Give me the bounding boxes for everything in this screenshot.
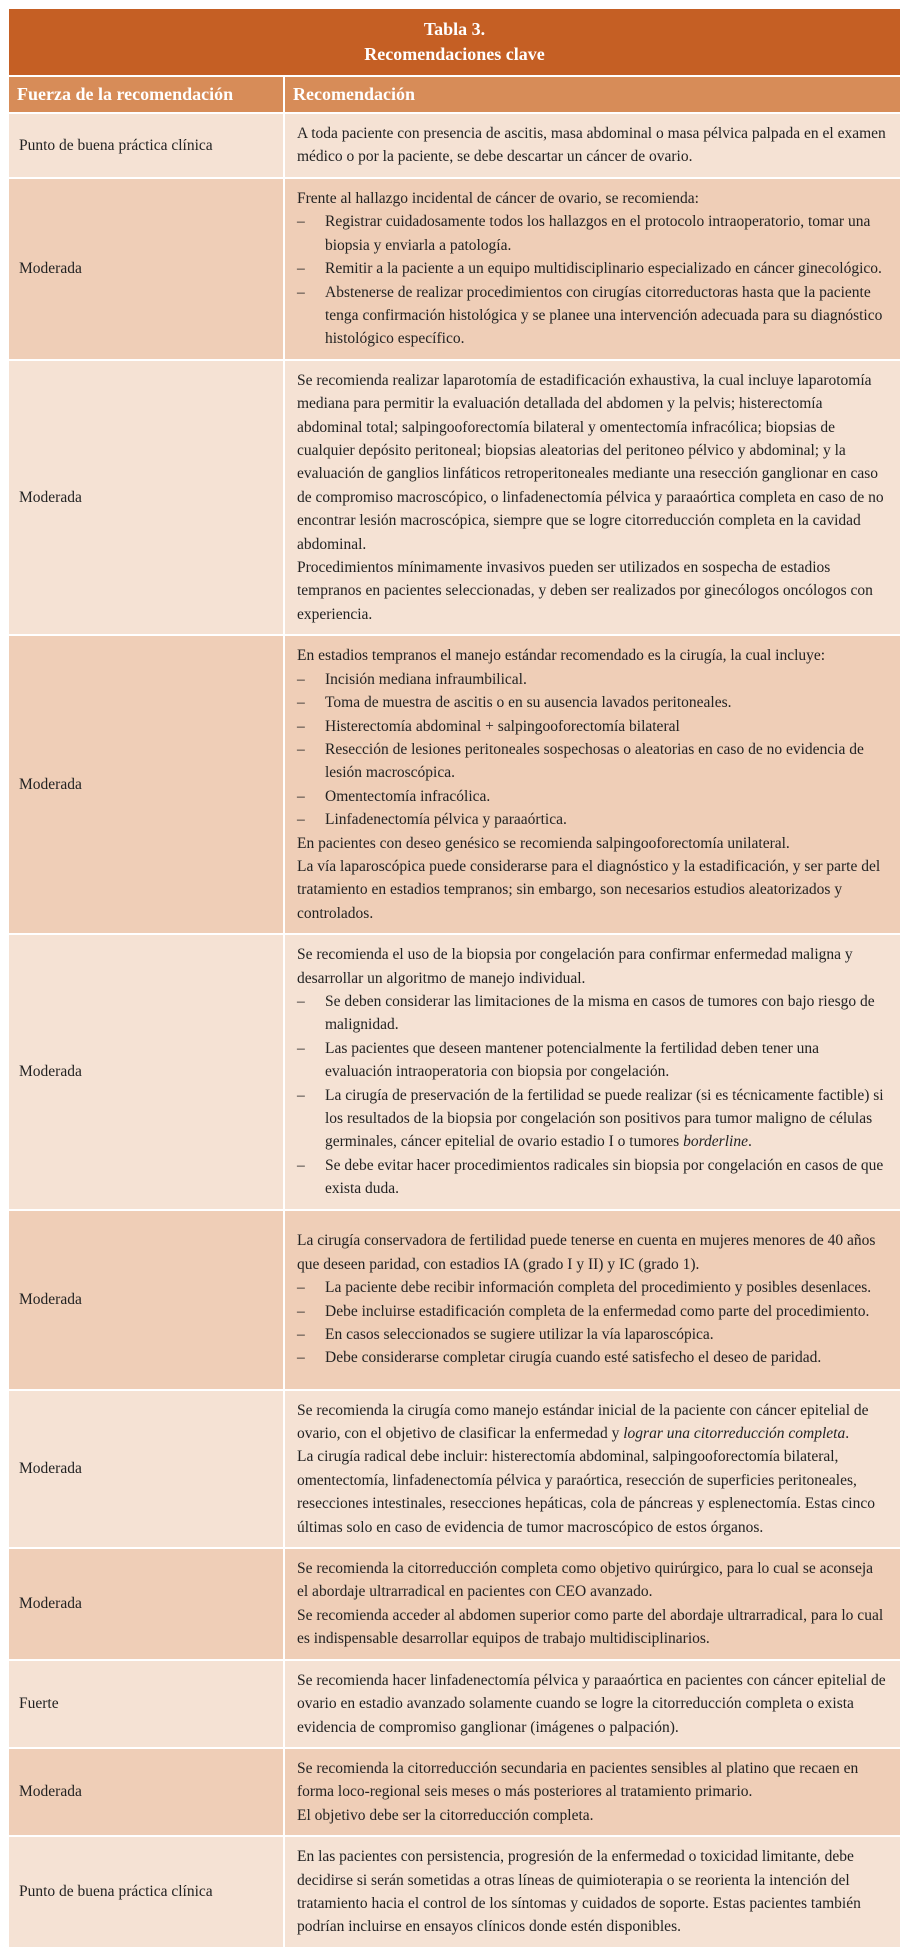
table-number: Tabla 3.	[423, 19, 486, 39]
text-segment: Frente al hallazgo incidental de cáncer de ovario, se recomienda:	[297, 189, 699, 207]
list-item-text	[325, 1300, 888, 1323]
paragraph	[297, 1757, 888, 1804]
list-item	[297, 1276, 888, 1299]
paragraph	[297, 556, 888, 626]
dash-bullet: –	[297, 1349, 305, 1367]
text-segment: Se recomienda la citorreducción secundaria en pacientes sensibles al platino que recaen en forma loco-regional seis meses o más posteriores al tratamiento primario.	[297, 1759, 859, 1801]
list-item	[297, 668, 888, 691]
text-segment: El objetivo debe ser la citorreducción completa.	[297, 1806, 594, 1824]
recommendation-cell	[285, 1391, 900, 1547]
recommendation-cell	[285, 636, 900, 933]
list-item-text	[325, 281, 888, 351]
dash-bullet: –	[297, 694, 305, 712]
dash-bullet: –	[297, 1086, 305, 1104]
table-row	[9, 179, 900, 359]
recommendation-cell	[285, 935, 900, 1208]
dash-bullet: –	[297, 1279, 305, 1297]
recommendation-cell	[285, 114, 900, 177]
table-row	[9, 1211, 900, 1389]
list-item-text	[325, 1276, 888, 1299]
dash-bullet: –	[297, 740, 305, 758]
recommendation-cell	[285, 1837, 900, 1947]
paragraph	[297, 1557, 888, 1604]
list-item	[297, 1154, 888, 1201]
list-item-text	[325, 1154, 888, 1201]
paragraph	[297, 1804, 888, 1827]
strength-label: Fuerte	[19, 1695, 59, 1713]
list-item	[297, 257, 888, 280]
table-row	[9, 636, 900, 933]
strength-cell	[9, 935, 285, 1208]
list-item-text	[325, 990, 888, 1037]
paragraph	[297, 832, 888, 855]
text-segment: Se debe evitar hacer procedimientos radicales sin biopsia por congelación en casos de que exista duda.	[325, 1156, 884, 1198]
strength-label: Moderada	[19, 1783, 82, 1801]
text-segment: La paciente debe recibir información completa del procedimiento y posibles desenlaces.	[325, 1279, 872, 1297]
strength-cell	[9, 636, 285, 933]
paragraph	[297, 1229, 888, 1276]
list-item-text	[325, 1084, 888, 1154]
dash-bullet: –	[297, 811, 305, 829]
recommendation-cell	[285, 1549, 900, 1659]
paragraph	[297, 1399, 888, 1446]
list-item-text	[325, 785, 888, 808]
recommendation-cell	[285, 1661, 900, 1747]
paragraph	[297, 1845, 888, 1939]
text-segment: Se recomienda el uso de la biopsia por congelación para confirmar enfermedad maligna y desarrollar un algoritmo de manejo individual.	[297, 946, 853, 987]
list-item	[297, 1037, 888, 1084]
list-item	[297, 281, 888, 351]
strength-label: Moderada	[19, 776, 82, 794]
paragraph	[297, 644, 888, 667]
dash-bullet: –	[297, 1156, 305, 1174]
dash-bullet: –	[297, 1302, 305, 1320]
strength-label: Moderada	[19, 488, 82, 506]
strength-label: Punto de buena práctica clínica	[19, 136, 213, 154]
header-strength: Fuerza de la recomendación	[9, 77, 285, 112]
table-row	[9, 114, 900, 177]
table-row	[9, 1749, 900, 1835]
strength-cell	[9, 361, 285, 634]
strength-label: Punto de buena práctica clínica	[19, 1883, 213, 1901]
table-body	[9, 114, 900, 1947]
table-row	[9, 1391, 900, 1547]
list-item	[297, 738, 888, 785]
paragraph	[297, 369, 888, 556]
paragraph	[297, 122, 888, 169]
list-item	[297, 808, 888, 831]
text-segment: Remitir a la paciente a un equipo multidisciplinario especializado en cáncer ginecológico.	[325, 260, 882, 278]
paragraph	[297, 1604, 888, 1651]
text-segment: Debe incluirse estadificación completa de la enfermedad como parte del procedimiento.	[325, 1302, 870, 1320]
text-segment: Abstenerse de realizar procedimientos con cirugías citorreductoras hasta que la paciente tenga confirmación histológica y se planee una intervención adecuada para su diagnóstico histológico específico.	[325, 283, 883, 348]
recommendation-cell	[285, 1749, 900, 1835]
list-item-text	[325, 668, 888, 691]
recommendations-table	[9, 0, 900, 1956]
paragraph	[297, 1445, 888, 1539]
strength-cell	[9, 1749, 285, 1835]
list-item-text	[325, 210, 888, 257]
recommendation-cell	[285, 1211, 900, 1389]
text-segment: Debe considerarse completar cirugía cuando esté satisfecho el deseo de paridad.	[325, 1349, 822, 1367]
list-item-text	[325, 691, 888, 714]
table-row	[9, 1837, 900, 1947]
text-segment: Incisión mediana infraumbilical.	[325, 670, 527, 688]
list-item	[297, 1084, 888, 1154]
table-row	[9, 1549, 900, 1659]
text-segment: La vía laparoscópica puede considerarse para el diagnóstico y la estadificación, y ser parte del tratamiento en estadios tempranos; sin embargo, son necesarios estudios aleatorizados y controlados.	[297, 857, 881, 922]
text-segment: Toma de muestra de ascitis o en su ausencia lavados peritoneales.	[325, 694, 732, 712]
list-item-text	[325, 808, 888, 831]
strength-cell	[9, 1391, 285, 1547]
table-row	[9, 1661, 900, 1747]
dash-bullet: –	[297, 213, 305, 231]
list-item	[297, 1346, 888, 1369]
text-segment: Procedimientos mínimamente invasivos pueden ser utilizados en sospecha de estadios tempranos en pacientes seleccionadas, y deben ser realizados por ginecólogos oncólogos con experiencia.	[297, 559, 873, 623]
italic-text: borderline	[683, 1133, 748, 1151]
list-item	[297, 990, 888, 1037]
paragraph	[297, 1669, 888, 1739]
text-segment: A toda paciente con presencia de ascitis, masa abdominal o masa pélvica palpada en el examen médico o por la paciente, se debe descartar un cáncer de ovario.	[297, 125, 886, 166]
text-segment: Las pacientes que deseen mantener potencialmente la fertilidad deben tener una evaluación intraoperatoria con biopsia por congelación.	[325, 1039, 820, 1081]
strength-cell	[9, 1837, 285, 1947]
list-item	[297, 1300, 888, 1323]
text-segment: Histerectomía abdominal + salpingooforectomía bilateral	[325, 717, 680, 735]
text-segment: Registrar cuidadosamente todos los hallazgos en el protocolo intraoperatorio, tomar una biopsia y enviarla a patología.	[325, 213, 871, 254]
dash-bullet: –	[297, 992, 305, 1010]
list-item-text	[325, 738, 888, 785]
table-row	[9, 935, 900, 1208]
strength-cell	[9, 1211, 285, 1389]
text-segment: Se deben considerar las limitaciones de la misma en casos de tumores con bajo riesgo de malignidad.	[325, 992, 875, 1034]
list-item	[297, 1323, 888, 1346]
strength-label: Moderada	[19, 260, 82, 278]
text-segment: Linfadenectomía pélvica y paraaórtica.	[325, 811, 567, 829]
text-segment: En pacientes con deseo genésico se recomienda salpingooforectomía unilateral.	[297, 834, 790, 852]
italic-text: lograr una citorreducción completa	[623, 1425, 846, 1443]
text-segment: En las pacientes con persistencia, progresión de la enfermedad o toxicidad limitante, debe decidirse si serán sometidas a otras líneas de quimioterapia o se reorienta la intención del tratamiento hacia el control de los síntomas y cuidados de soporte. Estas pacientes también podrían incluirse en ensayos clínicos donde estén disponibles.	[297, 1848, 861, 1936]
text-segment: .	[747, 1133, 752, 1151]
dash-bullet: –	[297, 670, 305, 688]
text-segment: La cirugía radical debe incluir: histerectomía abdominal, salpingooforectomía bilateral, omentectomía, linfadenectomía pélvica y paraórtica, resección de superficies peritoneales, resecciones intestinales, resecciones hepáticas, cola de páncreas y esplenectomía. Estas cinco últimas solo en caso de evidencia de tumor macroscópico de estos órganos.	[297, 1448, 875, 1536]
text-segment: La cirugía de preservación de la fertilidad se puede realizar (si es técnicamente factible) si los resultados de la biopsia por congelación son positivos para tumor maligno de células germinales, cáncer epitelial de ovario estadio I o tumores	[325, 1086, 884, 1151]
dash-bullet: –	[297, 260, 305, 278]
strength-cell	[9, 1549, 285, 1659]
text-segment: La cirugía conservadora de fertilidad puede tenerse en cuenta en mujeres menores de 40 años que deseen paridad, con estadios IA (grado I y II) y IC (grado 1).	[297, 1232, 876, 1273]
list-item	[297, 210, 888, 257]
strength-label: Moderada	[19, 1063, 82, 1081]
strength-label: Moderada	[19, 1460, 82, 1478]
strength-label: Moderada	[19, 1595, 82, 1613]
paragraph	[297, 943, 888, 990]
paragraph	[297, 187, 888, 210]
text-segment: Resección de lesiones peritoneales sospechosas o aleatorias en caso de no evidencia de lesión macroscópica.	[325, 740, 864, 782]
strength-cell	[9, 179, 285, 359]
strength-cell	[9, 114, 285, 177]
paragraph	[297, 855, 888, 925]
list-item	[297, 785, 888, 808]
table-caption: Recomendaciones clave	[364, 44, 545, 64]
list-item-text	[325, 715, 888, 738]
recommendation-cell	[285, 361, 900, 634]
header-recommendation: Recomendación	[293, 84, 415, 104]
text-segment: En casos seleccionados se sugiere utilizar la vía laparoscópica.	[325, 1326, 714, 1344]
text-segment: Se recomienda la citorreducción completa como objetivo quirúrgico, para lo cual se aconseja el abordaje ultrarradical en pacientes con CEO avanzado.	[297, 1560, 874, 1601]
table-row	[9, 361, 900, 634]
recommendation-cell	[285, 179, 900, 359]
dash-bullet: –	[297, 283, 305, 301]
text-segment: Se recomienda la cirugía como manejo estándar inicial de la paciente con cáncer epitelial de ovario, con el objetivo de clasificar la enfermedad y	[297, 1401, 869, 1443]
list-item	[297, 691, 888, 714]
text-segment: Se recomienda hacer linfadenectomía pélvica y paraaórtica en pacientes con cáncer epitelial de ovario en estadio avanzado solamente cuando se logre la citorreducción completa o exista evidencia de compromiso ganglionar (imágenes o palpación).	[297, 1671, 886, 1736]
list-item-text	[325, 1346, 888, 1369]
text-segment: Se recomienda acceder al abdomen superior como parte del abordaje ultrarradical, para lo cual es indispensable desarrollar equipos de trabajo multidisciplinarios.	[297, 1606, 884, 1648]
list-item	[297, 715, 888, 738]
dash-bullet: –	[297, 1326, 305, 1344]
dash-bullet: –	[297, 1039, 305, 1057]
dash-bullet: –	[297, 787, 305, 805]
list-item-text	[325, 1037, 888, 1084]
text-segment: .	[845, 1425, 850, 1443]
table-title	[9, 9, 900, 75]
text-segment: Omentectomía infracólica.	[325, 787, 491, 805]
text-segment: Se recomienda realizar laparotomía de estadificación exhaustiva, la cual incluye laparotomía mediana para permitir la evaluación detallada del abdomen y la pelvis; histerectomía abdominal total; salpingooforectomía bilateral y omentectomía infracólica; biopsias de cualquier depósito peritoneal; biopsias aleatorias del peritoneo pélvico y abdominal; y la evaluación de ganglios linfáticos retroperitoneales mediante una resección ganglionar en caso de compromiso macroscópico, o linfadenectomía pélvica y paraaórtica completa en caso de no encontrar lesión macroscópica, siempre que se logre citorreducción completa en la cavidad abdominal.	[297, 371, 884, 553]
strength-cell	[9, 1661, 285, 1747]
strength-label: Moderada	[19, 1290, 82, 1308]
list-item-text	[325, 1323, 888, 1346]
table-header	[9, 77, 900, 112]
list-item-text	[325, 257, 888, 280]
text-segment: En estadios tempranos el manejo estándar recomendado es la cirugía, la cual incluye:	[297, 647, 826, 665]
dash-bullet: –	[297, 717, 305, 735]
